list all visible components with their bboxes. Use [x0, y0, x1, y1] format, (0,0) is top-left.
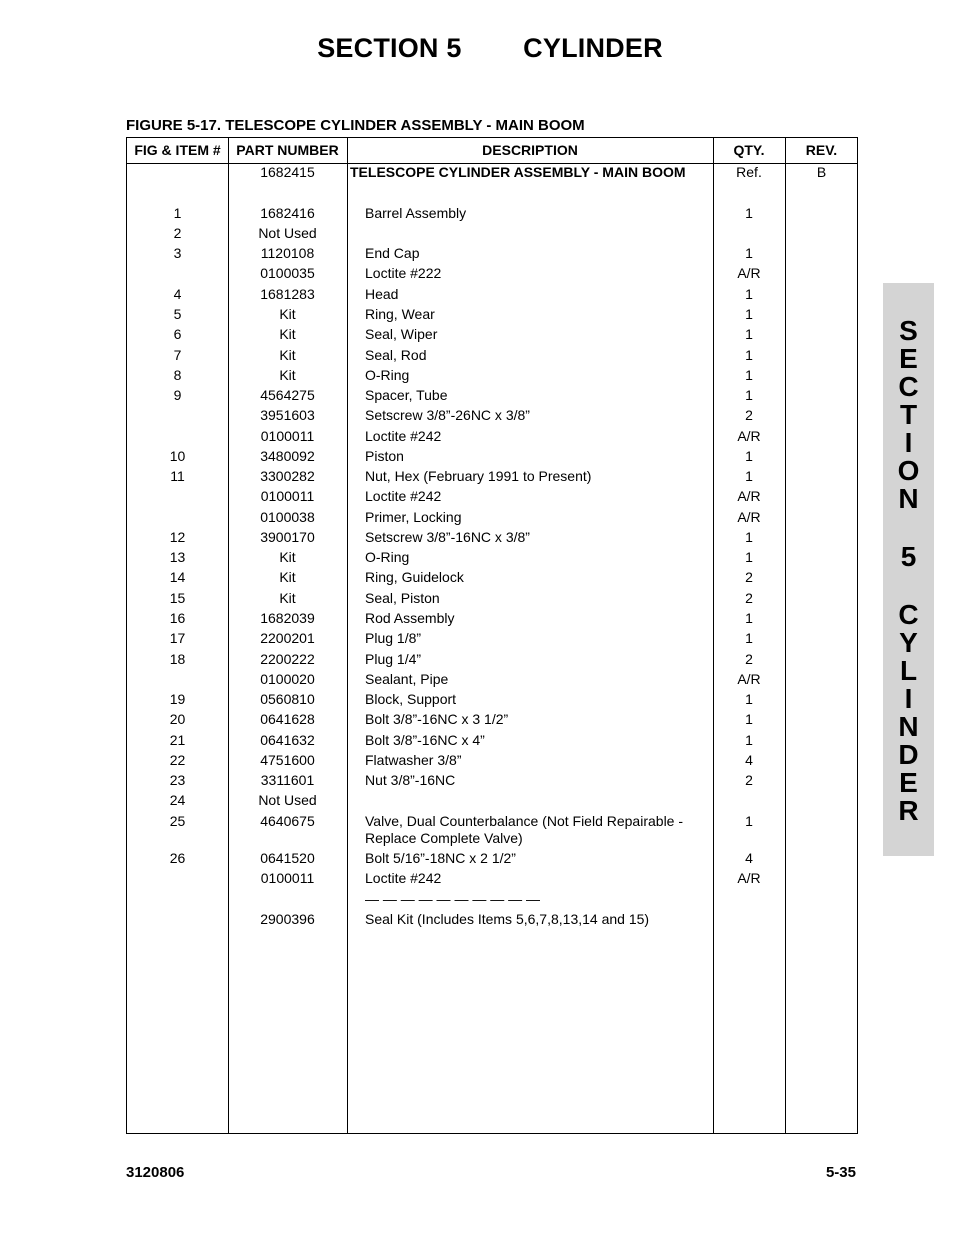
cell-item-number: 2: [173, 225, 182, 241]
cell-item-number: 5: [173, 306, 182, 322]
cell-quantity: 4: [745, 850, 753, 866]
cell-quantity: 1: [745, 529, 753, 545]
side-tab-letter: R: [898, 795, 919, 826]
cell-description: O-Ring: [365, 549, 410, 565]
table-row: [127, 347, 857, 367]
table-row: [127, 850, 857, 870]
table-row: [127, 488, 857, 508]
cell-part-number: Kit: [279, 569, 296, 585]
cell-item-number: 1: [173, 205, 182, 221]
cell-part-number: 2200222: [260, 651, 315, 667]
cell-description: O-Ring: [365, 367, 410, 383]
table-row: [127, 529, 857, 549]
header-item: FIG & ITEM #: [134, 142, 221, 158]
table-row: [127, 549, 857, 569]
cell-item-number: 20: [169, 711, 186, 727]
table-row: [127, 569, 857, 589]
table-row: [127, 630, 857, 650]
table-row: [127, 691, 857, 711]
cell-item-number: 10: [169, 448, 186, 464]
cell-description: Nut, Hex (February 1991 to Present): [365, 468, 592, 484]
cell-part-number: 0641632: [260, 732, 315, 748]
table-row: [127, 448, 857, 468]
table-row: [127, 752, 857, 772]
cell-quantity: 1: [745, 732, 753, 748]
cell-quantity: 1: [745, 610, 753, 626]
table-row: [127, 813, 857, 846]
cell-part-number: 1682416: [260, 205, 315, 221]
cell-item-number: 11: [170, 468, 185, 484]
table-row: [127, 792, 857, 812]
side-tab-letter: I: [904, 683, 913, 714]
cell-description: Primer, Locking: [365, 509, 462, 525]
side-tab-letter: N: [898, 483, 919, 514]
side-tab-letter: 5: [900, 541, 917, 572]
header-rev: REV.: [805, 142, 838, 158]
cell-part-number: 0641628: [260, 711, 315, 727]
cell-description: Setscrew 3/8”-16NC x 3/8”: [365, 529, 530, 545]
cell-description: Bolt 3/8”-16NC x 3 1/2”: [365, 711, 509, 727]
cell-item-number: 8: [173, 367, 182, 383]
cell-description: Plug 1/4”: [365, 651, 422, 667]
table-row: [127, 891, 857, 911]
cell-description: Head: [365, 286, 399, 302]
cell-quantity: 1: [745, 205, 753, 221]
section-side-tab: [883, 283, 934, 856]
side-tab-letter: O: [897, 455, 920, 486]
cell-part-number: Kit: [279, 549, 296, 565]
table-row: [127, 265, 857, 285]
document-number: 3120806: [126, 1164, 185, 1181]
cell-description: Spacer, Tube: [365, 387, 448, 403]
header-description: DESCRIPTION: [482, 142, 578, 158]
cell-item-number: 14: [169, 569, 186, 585]
cell-description: Plug 1/8”: [365, 630, 422, 646]
page-title: SECTION 5 CYLINDER: [317, 33, 663, 63]
cell-item-number: 18: [169, 651, 186, 667]
table-row: [127, 205, 857, 225]
table-row: [127, 387, 857, 407]
cell-part-number: Kit: [279, 326, 296, 342]
table-row: [127, 326, 857, 346]
cell-description: Flatwasher 3/8”: [365, 752, 462, 768]
cell-description: TELESCOPE CYLINDER ASSEMBLY - MAIN BOOM: [350, 164, 686, 180]
cell-quantity: 1: [745, 306, 753, 322]
cell-description: Rod Assembly: [365, 610, 455, 626]
side-tab-letter: D: [898, 739, 919, 770]
cell-item-number: 16: [169, 610, 186, 626]
cell-description: Seal, Piston: [365, 590, 440, 606]
cell-description: Loctite #242: [365, 870, 442, 886]
cell-description: Loctite #242: [365, 428, 442, 444]
cell-quantity: 1: [745, 326, 753, 342]
table-row: [127, 610, 857, 630]
side-tab-letter: L: [899, 655, 918, 686]
page-number: 5-35: [825, 1164, 856, 1181]
cell-quantity: 1: [745, 347, 753, 363]
cell-item-number: 22: [169, 752, 186, 768]
cell-item-number: 7: [173, 347, 182, 363]
cell-part-number: 1681283: [260, 286, 315, 302]
cell-quantity: A/R: [737, 671, 761, 687]
cell-item-number: 21: [169, 732, 186, 748]
side-tab-letter: N: [898, 711, 919, 742]
cell-quantity: 1: [745, 286, 753, 302]
cell-description: End Cap: [365, 245, 420, 261]
cell-quantity: 2: [745, 590, 753, 606]
side-tab-letter: C: [898, 599, 919, 630]
cell-part-number: Kit: [279, 367, 296, 383]
cell-description: Nut 3/8”-16NC: [365, 772, 456, 788]
cell-part-number: 0641520: [260, 850, 315, 866]
cell-quantity: 4: [745, 752, 753, 768]
cell-quantity: 1: [745, 691, 753, 707]
cell-part-number: 4564275: [260, 387, 315, 403]
cell-description: Block, Support: [365, 691, 457, 707]
figure-title: FIGURE 5-17. TELESCOPE CYLINDER ASSEMBLY - MAIN BOOM: [126, 117, 585, 134]
cell-part-number: 0560810: [260, 691, 315, 707]
cell-item-number: 4: [173, 286, 182, 302]
table-row: [127, 245, 857, 265]
table-row: [127, 590, 857, 610]
cell-quantity: 1: [745, 813, 753, 829]
table-row: [127, 468, 857, 488]
cell-part-number: 3311601: [260, 772, 315, 788]
cell-description: Piston: [365, 448, 404, 464]
header-part-number: PART NUMBER: [236, 142, 339, 158]
side-tab-letter: S: [899, 315, 918, 346]
cell-item-number: 26: [169, 850, 186, 866]
table-row: [127, 772, 857, 792]
side-tab-letter: E: [899, 767, 918, 798]
cell-item-number: 6: [173, 326, 182, 342]
cell-part-number: 0100038: [260, 509, 315, 525]
cell-quantity: 1: [745, 468, 753, 484]
cell-item-number: 23: [169, 772, 186, 788]
cell-description: Seal Kit (Includes Items 5,6,7,8,13,14 and 15): [365, 911, 650, 927]
cell-item-number: 24: [169, 792, 186, 808]
table-row: [127, 711, 857, 731]
cell-part-number: 4751600: [260, 752, 315, 768]
cell-description: Loctite #242: [365, 488, 442, 504]
cell-part-number: Not Used: [258, 792, 317, 808]
side-tab-letter: C: [898, 371, 919, 402]
cell-part-number: 4640675: [260, 813, 315, 829]
table-row: [127, 367, 857, 387]
cell-part-number: 3900170: [260, 529, 315, 545]
cell-quantity: A/R: [737, 870, 761, 886]
table-row: [127, 164, 857, 184]
table-row: [127, 306, 857, 326]
table-row: [127, 911, 857, 931]
cell-description: Ring, Wear: [365, 306, 435, 322]
cell-quantity: A/R: [737, 488, 761, 504]
cell-quantity: 2: [745, 651, 753, 667]
cell-part-number: 0100020: [260, 671, 315, 687]
cell-part-number: 1682039: [260, 610, 315, 626]
cell-item-number: 9: [173, 387, 182, 403]
side-tab-letter: E: [899, 343, 918, 374]
side-tab-letter: I: [904, 427, 913, 458]
cell-quantity: A/R: [737, 265, 761, 281]
cell-part-number: 3951603: [260, 407, 315, 423]
cell-item-number: 12: [169, 529, 186, 545]
cell-part-number: Kit: [279, 306, 296, 322]
cell-description: — — — — — — — — — —: [365, 891, 541, 907]
cell-item-number: 15: [169, 590, 186, 606]
cell-quantity: A/R: [737, 509, 761, 525]
cell-part-number: 1682415: [260, 164, 315, 180]
cell-description: Ring, Guidelock: [365, 569, 464, 585]
parts-table: [126, 137, 858, 1134]
cell-part-number: 3300282: [260, 468, 315, 484]
side-tab-letter: T: [899, 399, 918, 430]
table-row: [127, 509, 857, 529]
table-row: [127, 286, 857, 306]
side-tab-letter: Y: [899, 627, 918, 658]
table-row: [127, 732, 857, 752]
cell-quantity: 1: [745, 245, 753, 261]
header-qty: QTY.: [733, 142, 765, 158]
cell-part-number: 2900396: [260, 911, 315, 927]
cell-quantity: 2: [745, 569, 753, 585]
cell-quantity: A/R: [737, 428, 761, 444]
cell-part-number: 0100011: [260, 870, 315, 886]
table-row: [127, 651, 857, 671]
cell-description: Sealant, Pipe: [365, 671, 449, 687]
cell-revision: B: [816, 164, 827, 180]
table-row: [127, 407, 857, 427]
cell-part-number: Not Used: [258, 225, 317, 241]
cell-quantity: 2: [745, 407, 753, 423]
cell-description: Setscrew 3/8”-26NC x 3/8”: [365, 407, 530, 423]
cell-part-number: 0100011: [260, 488, 315, 504]
cell-description: Barrel Assembly: [365, 205, 467, 221]
cell-item-number: 13: [169, 549, 186, 565]
cell-description: Seal, Rod: [365, 347, 427, 363]
table-row: [127, 671, 857, 691]
cell-quantity: Ref.: [736, 164, 762, 180]
cell-part-number: Kit: [279, 347, 296, 363]
cell-quantity: 1: [745, 711, 753, 727]
cell-description: Valve, Dual Counterbalance (Not Field Repairable - Replace Complete Valve): [365, 813, 684, 846]
cell-quantity: 1: [745, 549, 753, 565]
cell-item-number: 3: [173, 245, 182, 261]
cell-part-number: 1120108: [260, 245, 315, 261]
table-row: [127, 428, 857, 448]
cell-item-number: 25: [169, 813, 186, 829]
cell-part-number: 3480092: [260, 448, 315, 464]
cell-item-number: 17: [169, 630, 186, 646]
cell-description: Bolt 5/16”-18NC x 2 1/2”: [365, 850, 516, 866]
cell-description: Loctite #222: [365, 265, 442, 281]
table-row: [127, 225, 857, 245]
cell-quantity: 1: [745, 630, 753, 646]
cell-part-number: Kit: [279, 590, 296, 606]
cell-quantity: 1: [745, 367, 753, 383]
cell-part-number: 0100011: [260, 428, 315, 444]
table-row: [127, 870, 857, 890]
cell-description: Bolt 3/8”-16NC x 4”: [365, 732, 485, 748]
cell-quantity: 2: [745, 772, 753, 788]
cell-part-number: 0100035: [260, 265, 315, 281]
cell-quantity: 1: [745, 448, 753, 464]
cell-part-number: 2200201: [260, 630, 315, 646]
cell-quantity: 1: [745, 387, 753, 403]
cell-item-number: 19: [169, 691, 186, 707]
cell-description: Seal, Wiper: [365, 326, 438, 342]
